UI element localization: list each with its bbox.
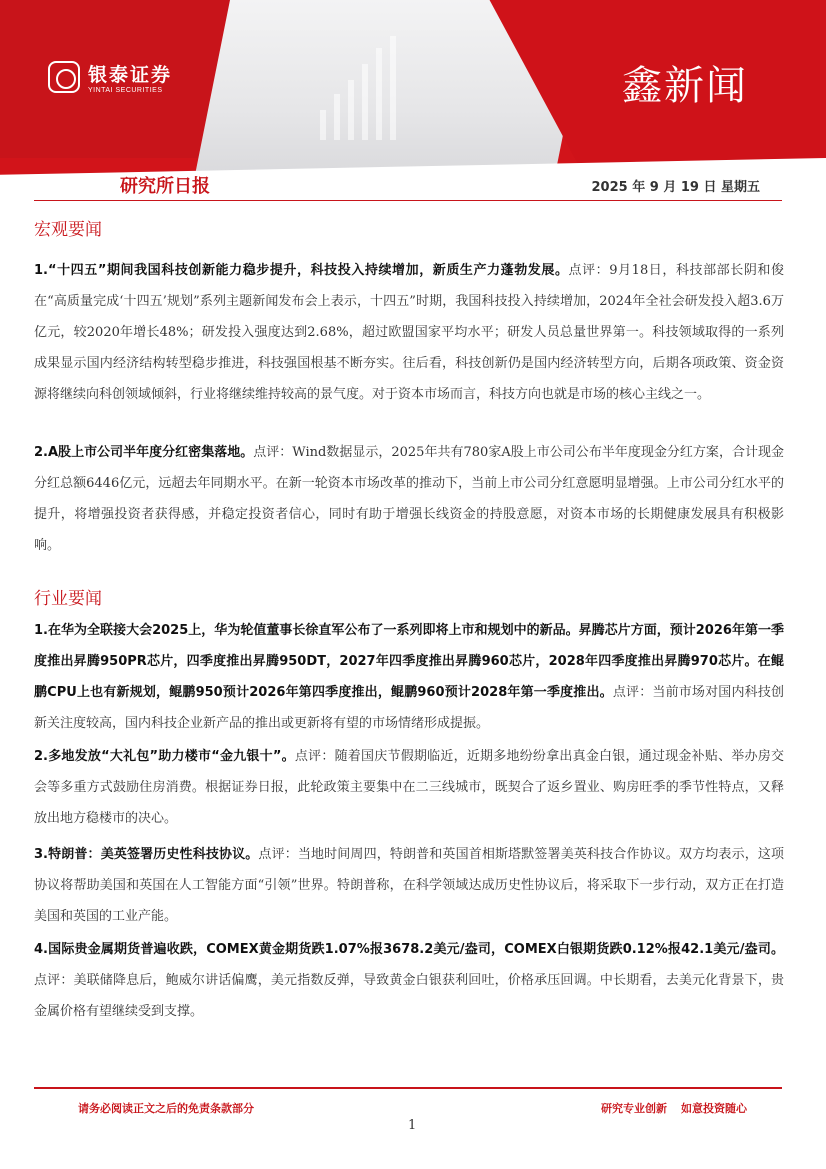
industry-item-1 <box>34 615 784 739</box>
page-number: 1 <box>408 1118 417 1133</box>
industry-item-2-headline: 2.多地发放“大礼包”助力楼市“金九银十”。 <box>34 749 295 764</box>
macro-item-1 <box>34 255 784 410</box>
footer-slogan-1: 研究专业创新 <box>601 1102 667 1115</box>
section-title-macro: 宏观要闻 <box>34 220 102 240</box>
macro-item-2-headline: 2.A股上市公司半年度分红密集落地。 <box>34 445 254 460</box>
footer-slogan <box>601 1100 747 1116</box>
company-logo <box>48 60 172 94</box>
footer-slogan-2: 如意投资随心 <box>681 1102 747 1115</box>
footer-disclaimer: 请务必阅读正文之后的免责条款部分 <box>78 1102 254 1115</box>
header-banner <box>0 0 826 200</box>
logo-icon <box>48 61 80 93</box>
industry-item-1-headline: 1.在华为全联接大会2025上，华为轮值董事长徐直军公布了一系列即将上市和规划中的新品。昇腾芯片方面，预计2026年第一季度推出昇腾950PR芯片，四季度推出昇腾950DT，2027年四季度推出昇腾960芯片，2028年四季度推出昇腾970芯片。在鲲鹏CPU上也有新规划，鲲鹏950预计2026年第四季度推出，鲲鹏960预计2028年第一季度推出。 <box>34 623 784 700</box>
macro-item-1-headline: 1.“十四五”期间我国科技创新能力稳步提升，科技投入持续增加，新质生产力蓬勃发展。 <box>34 263 569 278</box>
header-divider <box>34 200 782 201</box>
report-date: 2025 年 9 月 19 日 星期五 <box>591 180 760 195</box>
section-title-industry: 行业要闻 <box>34 589 102 609</box>
logo-chinese-name: 银泰证券 <box>88 64 173 86</box>
industry-item-3-comment: 点评：当地时间周四，特朗普和英国首相斯塔默签署美英科技合作协议。双方均表示，这项协议将帮助美国和英国在人工智能方面“引领”世界。特朗普称，在科学领域达成历史性协议后，将采取下一步行动，双方正在打造美国和英国的工业产能。 <box>34 847 784 924</box>
industry-item-4-headline: 4.国际贵金属期货普遍收跌，COMEX黄金期货跌1.07%报3678.2美元/盎司，COMEX白银期货跌0.12%报42.1美元/盎司。 <box>34 942 784 957</box>
decorative-bar-graphic <box>320 30 440 140</box>
industry-item-2-comment: 点评：随着国庆节假期临近，近期多地纷纷拿出真金白银，通过现金补贴、举办房交会等多重方式鼓励住房消费。根据证券日报，此轮政策主要集中在二三线城市，既契合了返乡置业、购房旺季的季节性特点，又释放出地方稳楼市的决心。 <box>34 749 784 826</box>
industry-item-1-comment: 点评：当前市场对国内科技创新关注度较高，国内科技企业新产品的推出或更新将有望的市场情绪形成提振。 <box>34 685 784 731</box>
macro-item-1-comment: 点评：9月18日，科技部部长阴和俊在“高质量完成‘十四五’规划”系列主题新闻发布会上表示，十四五”时期，我国科技投入持续增加，2024年全社会研发投入超3.6万亿元，较2020年增长48%；研发投入强度达到2.68%，超过欧盟国家平均水平；研发人员总量世界第一。科技领域取得的一系列成果显示国内经济结构转型稳步推进，科技强国根基不断夯实。往后看，科技创新仍是国内经济转型方向，后期各项政策、资金资源将继续向科创领域倾斜，行业将继续维持较高的景气度。对于资本市场而言，科技方向也就是市场的核心主线之一。 <box>34 263 784 402</box>
industry-item-4-comment: 点评：美联储降息后，鲍威尔讲话偏鹰，美元指数反弹，导致黄金白银获利回吐，价格承压回调。中长期看，去美元化背景下，贵金属价格有望继续受到支撑。 <box>34 973 784 1019</box>
macro-item-2-comment: 点评：Wind数据显示，2025年共有780家A股上市公司公布半年度现金分红方案，合计现金分红总额6446亿元，远超去年同期水平。在新一轮资本市场改革的推动下，当前上市公司分红意愿明显增强。上市公司分红水平的提升，将增强投资者获得感，并稳定投资者信心，同时有助于增强长线资金的持股意愿，对资本市场的长期健康发展具有积极影响。 <box>34 445 785 553</box>
logo-english-name: YINTAI SECURITIES <box>88 87 163 94</box>
report-subtitle: 研究所日报 <box>120 176 210 197</box>
industry-item-3 <box>34 839 784 932</box>
industry-item-2 <box>34 741 784 834</box>
macro-item-2 <box>34 437 784 561</box>
footer-divider <box>34 1087 782 1089</box>
industry-item-4 <box>34 934 784 1027</box>
industry-item-3-headline: 3.特朗普：美英签署历史性科技协议。 <box>34 847 259 862</box>
masthead-title: 鑫新闻 <box>622 63 748 109</box>
